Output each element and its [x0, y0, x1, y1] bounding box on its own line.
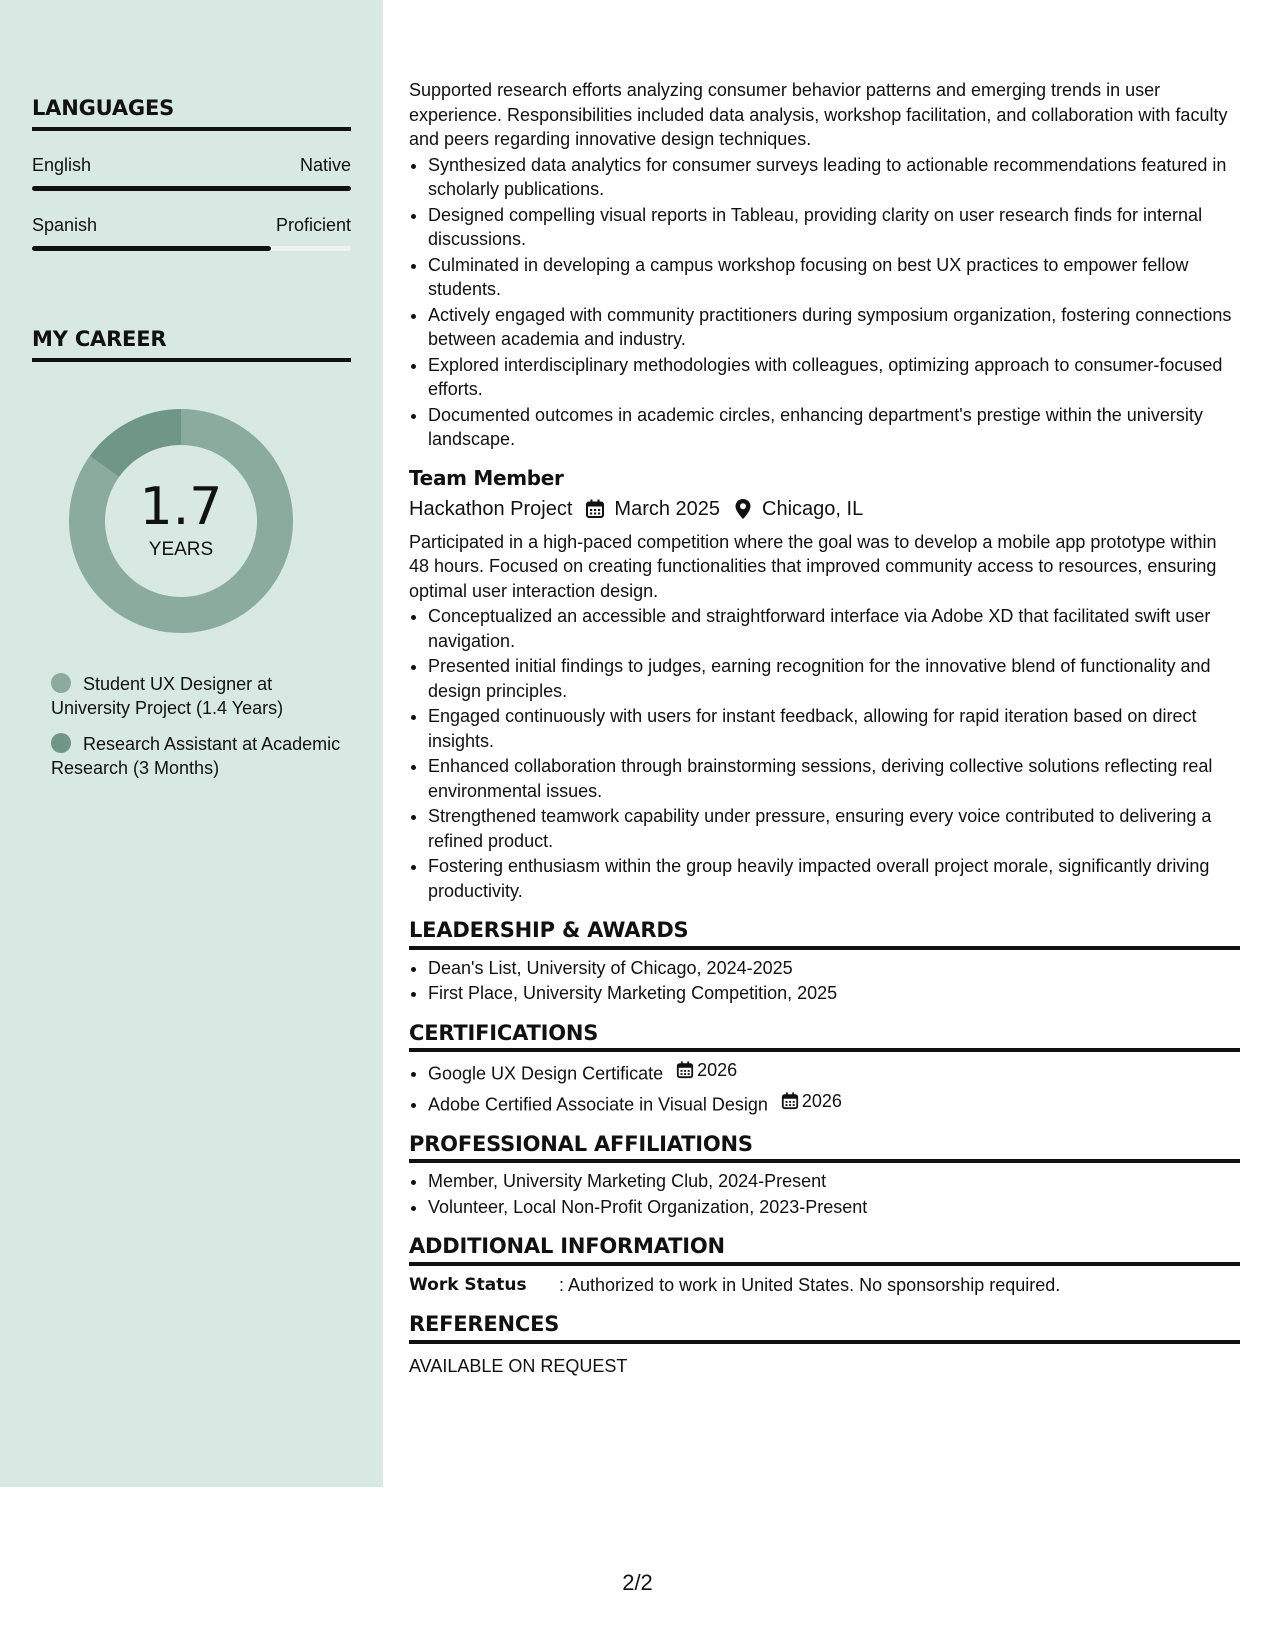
- list-item: • Member, University Marketing Club, 2024-Present: [428, 1169, 1240, 1194]
- language-level: Proficient: [275, 215, 351, 235]
- job-description: Participated in a high-paced competition where the goal was to develop a mobile app prototype within 48 hours. Focused on creating functionalities that improved community access to resources, ensuring optimal user interaction design.: [409, 531, 1217, 601]
- section-heading: PROFESSIONAL AFFILIATIONS: [409, 1132, 1240, 1164]
- job-description: Supported research efforts analyzing consumer behavior patterns and emerging trends in user experience. Responsibilities included data analysis, workshop facilitation, and collaboration with faculty and peers regarding innovative design techniques.: [409, 80, 1228, 149]
- certification-name: Adobe Certified Associate in Visual Design: [428, 1094, 768, 1114]
- list-item: • Volunteer, Local Non-Profit Organization, 2023-Present: [428, 1195, 1240, 1220]
- certification-item: [428, 1058, 1240, 1086]
- language-item: [32, 155, 351, 191]
- job-meta: [409, 497, 1240, 522]
- career-total: [66, 406, 296, 561]
- list-item: • Designed compelling visual reports in Tableau, providing clarity on user research finds for internal discussions.: [428, 203, 1240, 252]
- section-heading: LEADERSHIP & AWARDS: [409, 918, 1240, 950]
- list-item: • Strengthened teamwork capability under pressure, ensuring every voice contributed to delivering a refined product.: [428, 804, 1240, 853]
- certification-item: [428, 1089, 1240, 1117]
- certification-name: Google UX Design Certificate: [428, 1063, 664, 1084]
- career-legend: [51, 672, 351, 780]
- work-status-row: [409, 1273, 1240, 1298]
- job-date: March 2025: [614, 498, 721, 520]
- calendar-icon: [584, 498, 606, 520]
- sidebar: [0, 0, 383, 1487]
- career-total-value: 1.7: [139, 477, 223, 537]
- sidebar-content: [32, 96, 351, 792]
- career-heading: MY CAREER: [32, 327, 351, 362]
- language-name: Spanish: [32, 215, 98, 235]
- legend-item: [51, 732, 351, 780]
- calendar-icon: [781, 1092, 799, 1110]
- list-item: • Fostering enthusiasm within the group heavily impacted overall project morale, significantly driving productivity.: [428, 854, 1240, 903]
- legend-dot: [51, 733, 71, 753]
- legend-item: [51, 672, 351, 720]
- job-org: Hackathon Project: [409, 498, 573, 520]
- list-item: • Dean's List, University of Chicago, 2024-2025: [428, 956, 1240, 981]
- main-content: [409, 78, 1240, 1378]
- language-item: [32, 215, 351, 251]
- legend-label: Research Assistant at Academic Research (3 Months): [51, 734, 341, 778]
- certification-year: 2026: [697, 1060, 738, 1080]
- legend-label: Student UX Designer at University Project (1.4 Years): [51, 674, 284, 718]
- list-item: • Synthesized data analytics for consumer surveys leading to actionable recommendations featured in scholarly publications.: [428, 153, 1240, 202]
- section-heading: REFERENCES: [409, 1312, 1240, 1344]
- career-donut-chart: [66, 406, 296, 636]
- additional-info-section: [409, 1234, 1240, 1297]
- calendar-icon: [676, 1061, 694, 1079]
- language-proficiency-bar: [32, 246, 351, 251]
- language-proficiency-fill: [32, 246, 271, 251]
- certification-year: 2026: [801, 1090, 842, 1111]
- list-item: • Enhanced collaboration through brainstorming sessions, deriving collective solutions reflecting real environmental issues.: [428, 754, 1240, 803]
- references-text: AVAILABLE ON REQUEST: [409, 1355, 628, 1376]
- location-pin-icon: [732, 498, 754, 520]
- job-location: Chicago, IL: [762, 498, 864, 520]
- language-proficiency-fill: [32, 186, 351, 191]
- list-item: • Engaged continuously with users for instant feedback, allowing for rapid iteration based on direct insights.: [428, 704, 1240, 753]
- job-title: Team Member: [409, 465, 564, 490]
- section-heading: ADDITIONAL INFORMATION: [409, 1234, 1240, 1266]
- career-total-unit: YEARS: [148, 539, 214, 560]
- affiliations-section: [409, 1132, 1240, 1220]
- language-proficiency-bar: [32, 186, 351, 191]
- section-heading: CERTIFICATIONS: [409, 1021, 1240, 1053]
- language-level: Native: [299, 155, 351, 175]
- languages-heading: LANGUAGES: [32, 96, 351, 131]
- certifications-section: [409, 1021, 1240, 1117]
- list-item: • Documented outcomes in academic circles, enhancing department's prestige within the university landscape.: [428, 403, 1240, 452]
- list-item: • Actively engaged with community practitioners during symposium organization, fostering connections between academia and industry.: [428, 303, 1240, 352]
- list-item: • Conceptualized an accessible and straightforward interface via Adobe XD that facilitated swift user navigation.: [428, 604, 1240, 653]
- list-item: • Culminated in developing a campus workshop focusing on best UX practices to empower fellow students.: [428, 253, 1240, 302]
- job-bullets: [409, 604, 1240, 903]
- list-item: • Explored interdisciplinary methodologies with colleagues, optimizing approach to consumer-focused efforts.: [428, 353, 1240, 402]
- work-status-label: Work Status: [409, 1274, 527, 1295]
- references-section: [409, 1312, 1240, 1378]
- page-number: 2/2: [622, 1570, 653, 1595]
- list-item: • First Place, University Marketing Competition, 2025: [428, 981, 1240, 1006]
- work-status-value: : Authorized to work in United States. No sponsorship required.: [559, 1274, 1061, 1295]
- language-name: English: [32, 155, 92, 175]
- legend-dot: [51, 673, 71, 693]
- job-bullets: [409, 153, 1240, 452]
- leadership-section: [409, 918, 1240, 1006]
- list-item: • Presented initial findings to judges, earning recognition for the innovative blend of functionality and design principles.: [428, 654, 1240, 703]
